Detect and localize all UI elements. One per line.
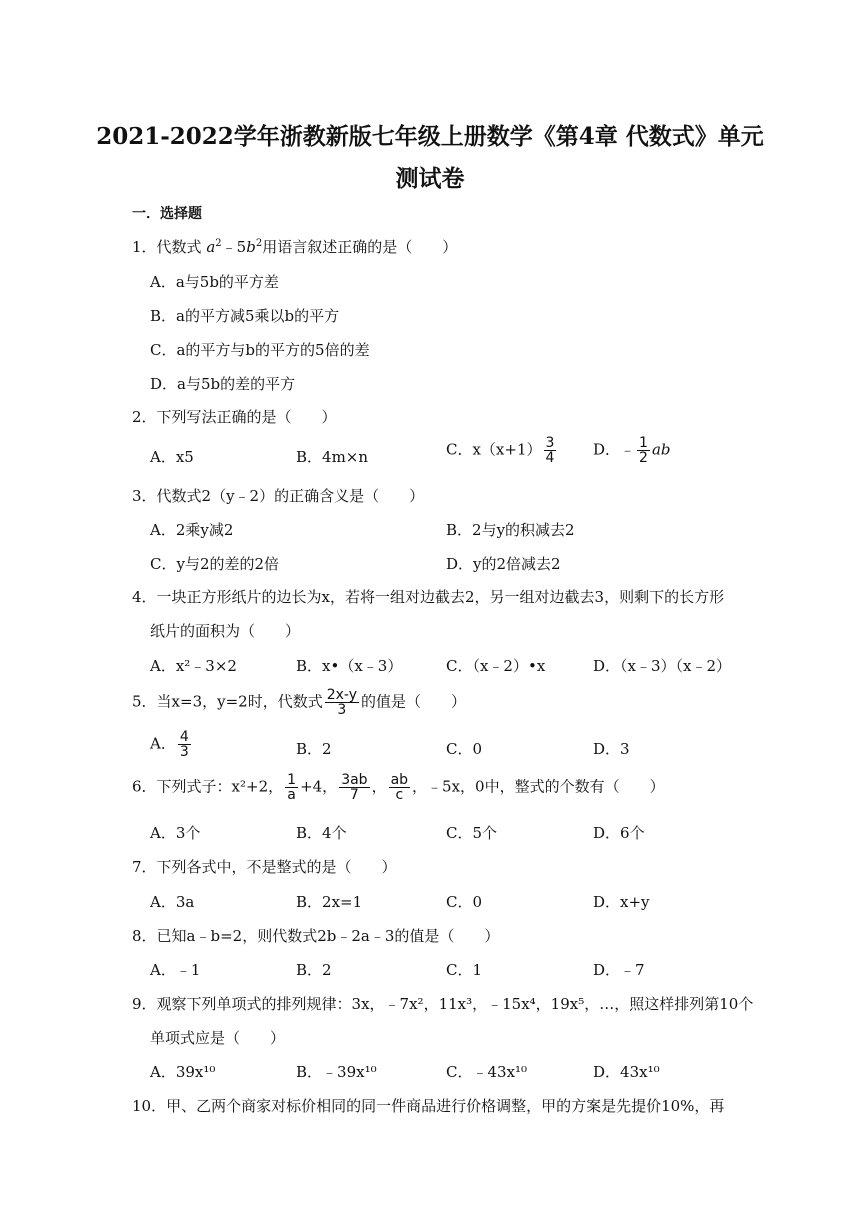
q4-option-b: B．x•（x﹣3） [296,657,403,675]
q1-option-b: B．a的平方减5乘以b的平方 [150,307,340,325]
fraction: $\frac{3ab}{7}$ [341,772,368,803]
question-1: 1．代数式 $a^2﹣5b^2$用语言叙述正确的是（ ） [132,238,458,256]
q8-option-d: D．﹣7 [593,961,645,979]
question-5: 5．当x=3，y=2时，代数式 $\frac{2x-y}{3}$ 的值是（ ） [132,687,467,718]
question-7: 7．下列各式中，不是整式的是（ ） [132,858,397,876]
q1-option-d: D．a与5b的差的平方 [150,375,296,393]
q4-option-c: C．（x﹣2）•x [446,657,546,675]
q3-option-d: D．y的2倍减去2 [446,555,561,573]
q7-option-c: C．0 [446,893,483,911]
q5-option-d: D．3 [593,740,630,758]
q5-option-b: B．2 [296,740,332,758]
fraction: $\frac{2x-y}{3}$ [326,687,357,718]
q4-option-a: A．x²﹣3×2 [150,657,237,675]
question-4-cont: 纸片的面积为（ ） [150,622,301,640]
q1-option-a: A．a与5b的平方差 [150,273,279,291]
q8-option-c: C．1 [446,961,483,979]
question-10: 10．甲、乙两个商家对标价相同的同一件商品进行价格调整，甲的方案是先提价10%，再 [132,1097,725,1115]
q9-option-a: A．39x¹⁰ [150,1063,216,1081]
q8-option-b: B．2 [296,961,332,979]
q2-option-a: A．x5 [150,448,194,466]
question-8: 8．已知a﹣b=2，则代数式2b﹣2a﹣3的值是（ ） [132,927,500,945]
q6-option-c: C．5个 [446,824,498,842]
question-9-cont: 单项式应是（ ） [150,1029,286,1047]
q9-option-d: D．43x¹⁰ [593,1063,660,1081]
q3-option-a: A．2乘y减2 [150,521,234,539]
question-3: 3．代数式2（y﹣2）的正确含义是（ ） [132,487,425,505]
question-6: 6．下列式子：x²+2， $\frac{1}{a}$ +4， $\frac{3ab}{7}$ ， $\frac{ab}{c}$ ，﹣5x，0中，整式的个数有（ ） [132,772,665,803]
q3-option-c: C．y与2的差的2倍 [150,555,280,573]
question-9: 9．观察下列单项式的排列规律：3x，﹣7x²，11x³，﹣15x⁴，19x⁵，…，照这样排列第10个 [132,995,754,1013]
q2-option-b: B．4m×n [296,448,369,466]
q3-option-b: B．2与y的积减去2 [446,521,575,539]
fraction: $\frac{4}{3}$ [179,729,189,760]
fraction: $\frac{3}{4}$ [545,435,555,466]
q6-option-d: D．6个 [593,824,645,842]
title-line-1: 2021-2022学年浙教新版七年级上册数学《第4章 代数式》单元 [96,123,764,150]
q9-option-b: B．﹣39x¹⁰ [296,1063,377,1081]
q7-option-a: A．3a [150,893,195,911]
q5-option-c: C．0 [446,740,483,758]
q7-option-b: B．2x=1 [296,893,363,911]
q4-option-d: D．（x﹣3）（x﹣2） [593,657,732,675]
fraction: $\frac{1}{2}$ [639,435,648,466]
fraction: $\frac{ab}{c}$ [390,772,409,803]
q5-option-a: A． $\frac{4}{3}$ [150,729,189,760]
q2-option-c: C．x（x+1） $\frac{3}{4}$ [446,435,555,466]
q6-option-a: A．3个 [150,824,201,842]
section-heading: 一．选择题 [132,206,202,222]
question-2: 2．下列写法正确的是（ ） [132,408,337,426]
fraction: $\frac{1}{a}$ [287,772,297,803]
q9-option-c: C．﹣43x¹⁰ [446,1063,528,1081]
q7-option-d: D．x+y [593,893,650,911]
q1-option-c: C．a的平方与b的平方的5倍的差 [150,341,370,359]
q8-option-a: A．﹣1 [150,961,201,979]
q2-option-d: D．﹣ $\frac{1}{2}$ ab [593,435,671,466]
question-4: 4．一块正方形纸片的边长为x，若将一组对边截去2，另一组对边截去3，则剩下的长方形 [132,588,725,606]
q6-option-b: B．4个 [296,824,347,842]
title-line-2: 测试卷 [395,165,465,192]
